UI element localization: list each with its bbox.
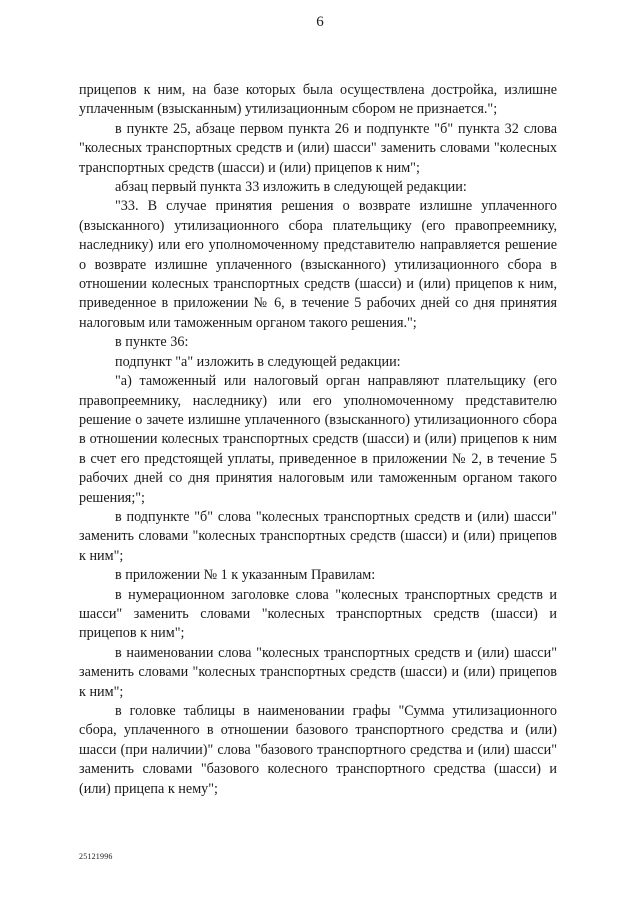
paragraph-5: в пункте 36: — [115, 334, 189, 351]
paragraph-9: в приложении № 1 к указанным Правилам: — [115, 567, 376, 584]
paragraph-6: подпункт "а" изложить в следующей редакции: — [115, 353, 401, 370]
paragraph-12: в головке таблицы в наименовании графы "Сумма утилизационного сбора, уплаченного в отношении базового транспортного средства и (или) шасси (при наличии)" слова "базового транспортного средства и (или) шасси" заменить словами "базового колесного транспортного средства (шасси) и (или) прицепа к нему"; — [79, 703, 557, 797]
paragraph-2: в пункте 25, абзаце первом пункта 26 и подпункте "б" пункта 32 слова "колесных транспортных средств и (или) шасси" заменить словами "колесных транспортных средств (шасси) и (или) прицепов к ним"; — [79, 120, 557, 176]
document-body — [79, 81, 557, 799]
paragraph-11: в наименовании слова "колесных транспортных средств и (или) шасси" заменить словами "колесных транспортных средств (шасси) и (или) прицепов к ним"; — [79, 644, 557, 700]
paragraph-3: абзац первый пункта 33 изложить в следующей редакции: — [115, 179, 467, 196]
page-number: 6 — [316, 14, 324, 30]
paragraph-1: прицепов к ним, на базе которых была осуществлена достройка, излишне уплаченным (взысканным) утилизационным сбором не признается."; — [79, 82, 557, 118]
paragraph-10: в нумерационном заголовке слова "колесных транспортных средств и шасси" заменить словами "колесных транспортных средств (шасси) и прицепов к ним"; — [79, 586, 557, 642]
paragraph-8: в подпункте "б" слова "колесных транспортных средств и (или) шасси" заменить словами "колесных транспортных средств (шасси) и (или) прицепов к ним"; — [79, 508, 557, 564]
document-code: 25121996 — [79, 852, 113, 861]
paragraph-4: "33. В случае принятия решения о возврате излишне уплаченного (взысканного) утилизационного сбора плательщику (его правопреемнику, наследнику) или его уполномоченному представителю направляется решение о возврате излишне уплаченного (взысканного) утилизационного сбора в отношении колесных транспортных средств (шасси) и (или) прицепов к ним, приведенное в приложении № 6, в течение 5 рабочих дней со дня принятия налоговым или таможенным органом такого решения."; — [79, 198, 557, 331]
paragraph-7: "а) таможенный или налоговый орган направляют плательщику (его правопреемнику, наследнику) или его уполномоченному представителю решение о зачете излишне уплаченного (взысканного) утилизационного сбора в отношении колесных транспортных средств (шасси) и (или) прицепов к ним в счет его предстоящей уплаты, приведенное в приложении № 2, в течение 5 рабочих дней со дня принятия налоговым или таможенным органом такого решения;"; — [79, 373, 557, 506]
